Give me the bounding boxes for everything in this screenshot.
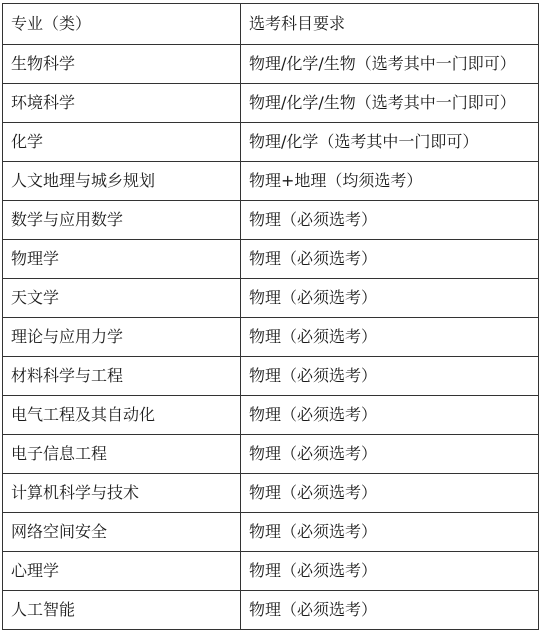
major-cell: 网络空间安全 (3, 513, 241, 552)
header-requirement: 选考科目要求 (241, 4, 539, 45)
major-cell: 材料科学与工程 (3, 357, 241, 396)
requirement-cell: 物理（必须选考） (241, 357, 539, 396)
requirement-cell: 物理/化学/生物（选考其中一门即可） (241, 84, 539, 123)
table-row (3, 552, 539, 591)
table-row (3, 162, 539, 201)
major-cell: 计算机科学与技术 (3, 474, 241, 513)
table-row (3, 201, 539, 240)
table-row (3, 84, 539, 123)
subject-requirements-table (2, 3, 539, 630)
table-row (3, 591, 539, 630)
header-major: 专业（类） (3, 4, 241, 45)
major-cell: 电气工程及其自动化 (3, 396, 241, 435)
subject-requirements-table-container (2, 3, 530, 630)
major-cell: 心理学 (3, 552, 241, 591)
requirement-cell: 物理（必须选考） (241, 552, 539, 591)
major-cell: 环境科学 (3, 84, 241, 123)
requirement-cell: 物理（必须选考） (241, 591, 539, 630)
major-cell: 生物科学 (3, 45, 241, 84)
major-cell: 数学与应用数学 (3, 201, 241, 240)
requirement-cell: 物理/化学（选考其中一门即可） (241, 123, 539, 162)
major-cell: 人工智能 (3, 591, 241, 630)
requirement-cell: 物理（必须选考） (241, 201, 539, 240)
requirement-cell: 物理（必须选考） (241, 240, 539, 279)
major-cell: 化学 (3, 123, 241, 162)
table-row (3, 318, 539, 357)
requirement-cell: 物理（必须选考） (241, 474, 539, 513)
table-row (3, 279, 539, 318)
table-header-row (3, 4, 539, 45)
requirement-cell: 物理（必须选考） (241, 318, 539, 357)
table-row (3, 513, 539, 552)
table-row (3, 396, 539, 435)
table-row (3, 357, 539, 396)
major-cell: 电子信息工程 (3, 435, 241, 474)
requirement-cell: 物理/化学/生物（选考其中一门即可） (241, 45, 539, 84)
table-row (3, 123, 539, 162)
major-cell: 物理学 (3, 240, 241, 279)
requirement-cell: 物理（必须选考） (241, 513, 539, 552)
table-row (3, 474, 539, 513)
requirement-cell: 物理（必须选考） (241, 279, 539, 318)
table-row (3, 240, 539, 279)
major-cell: 人文地理与城乡规划 (3, 162, 241, 201)
major-cell: 理论与应用力学 (3, 318, 241, 357)
table-row (3, 435, 539, 474)
major-cell: 天文学 (3, 279, 241, 318)
table-row (3, 45, 539, 84)
requirement-cell: 物理+地理（均须选考） (241, 162, 539, 201)
requirement-cell: 物理（必须选考） (241, 435, 539, 474)
requirement-cell: 物理（必须选考） (241, 396, 539, 435)
